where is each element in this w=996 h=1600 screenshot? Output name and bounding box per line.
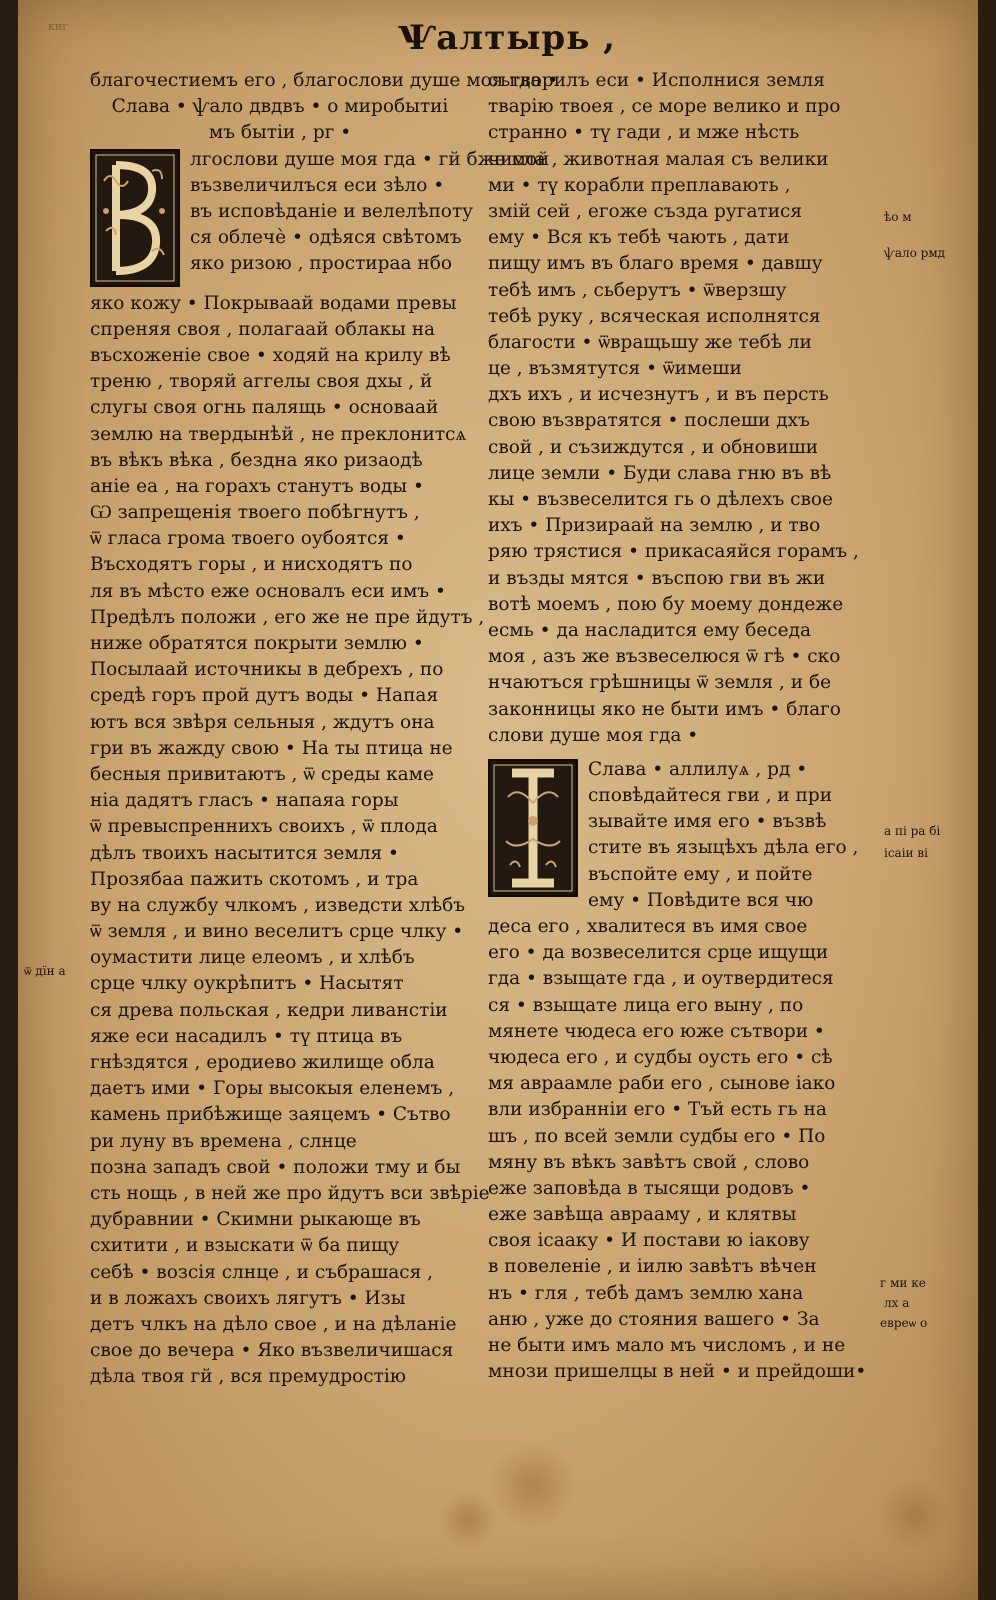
text-line: тебѣ руку , всяческая исполнятся	[488, 305, 821, 327]
text-line: възвеличилъся еси зѣло •	[190, 174, 445, 196]
text-line: въ вѣкъ вѣка , бездна яко ризаодѣ	[90, 449, 423, 471]
text-line: срце члку оукрѣпитъ • Насытят	[90, 973, 404, 995]
text-line: тебѣ имъ , сьберутъ • ѿверзшу	[488, 279, 787, 301]
text-line: пищу имъ въ благо время • давшу	[488, 253, 823, 275]
margin-note: ѿ дїн а	[24, 964, 66, 978]
text-line: въсхоженіе свое • ходяй на крилу вѣ	[90, 344, 451, 366]
text-line: аню , уже до стояния вашего • За	[488, 1308, 820, 1330]
text-line: въспойте ему , и пойте	[588, 863, 813, 885]
text-line: Въсходятъ горы , и нисходятъ по	[90, 554, 413, 576]
text-line: детъ члкъ на дѣло свое , и на дѣланіе	[90, 1313, 457, 1335]
text-line: дѣлъ твоихъ насытится земля •	[90, 842, 399, 864]
text-line: яже еси насадилъ • тү птица въ	[90, 1025, 403, 1047]
text-line: Прозябаа пажить скотомъ , и тра	[90, 868, 419, 890]
text-line: ряю трястися • прикасаяйся горамъ ,	[488, 541, 859, 563]
text-line: спреняя своя , полагаай облакы на	[90, 318, 436, 340]
text-line: ему • Вся къ тебѣ чають , дати	[488, 227, 790, 249]
text-line: мяну въ вѣкъ завѣтъ свой , слово	[488, 1151, 810, 1173]
ornamental-initial-i	[488, 759, 578, 897]
page-stain	[488, 1440, 578, 1530]
text-line: тварію твоея , се море велико и про	[488, 96, 841, 118]
text-line: сповѣдайтеся гви , и при	[588, 785, 833, 807]
text-line: еже заповѣда в тысящи родовъ •	[488, 1177, 811, 1199]
text-line: нъ • гля , тебѣ дамъ землю хана	[488, 1282, 804, 1304]
text-line: законницы яко не быти имъ • благо	[488, 698, 841, 720]
folio-number: кнг	[48, 20, 68, 33]
text-line: ихъ • Призираай на землю , и тво	[488, 515, 821, 537]
text-line: лице земли • Буди слава гню въ вѣ	[488, 462, 832, 484]
text-line: бесныя привитаютъ , ѿ среды каме	[90, 763, 434, 785]
left-column	[90, 68, 559, 1390]
right-column	[488, 68, 868, 1385]
text-line: странно • тү гади , и мже нѣсть	[488, 122, 800, 144]
psalm-heading: Слава • ѱало двдвъ • о миробытиі	[111, 96, 449, 118]
text-line: вотѣ моемъ , пою бу моему дондеже	[488, 593, 844, 615]
text-line: Ѡ запрещенія твоего побѣгнутъ ,	[90, 502, 420, 524]
text-line: его • да возвеселится срце ищущи	[488, 942, 829, 964]
text-line: оумастити лице елеомъ , и хлѣбъ	[90, 947, 415, 969]
margin-note: ісаіи ві	[884, 846, 928, 860]
text-line: це , възмятутся • ѿимеши	[488, 358, 742, 380]
page-stain	[878, 1480, 948, 1550]
text-line: гри въ жажду свою • На ты птица не	[90, 737, 453, 759]
margin-note: ѣо м	[884, 210, 912, 224]
margin-note: евреѡ о	[880, 1316, 928, 1330]
text-line: есмь • да насладится ему беседа	[488, 619, 812, 641]
text-line: ся облечѐ • одѣяся свѣтомъ	[190, 227, 462, 249]
text-line: треню , творяй аггелы своя дхы , й	[90, 371, 433, 393]
text-line: слови душе моя гда •	[488, 724, 699, 746]
manuscript-page	[18, 0, 978, 1600]
text-line: дѣла твоя гй , вся премудростію	[90, 1366, 406, 1388]
text-line: змій сей , егоже създа ругатися	[488, 200, 803, 222]
text-line: и в ложахъ своихъ лягутъ • Изы	[90, 1287, 406, 1309]
text-line: не быти имъ мало мъ числомъ , и не	[488, 1335, 846, 1356]
text-line: свой , и съзиждутся , и обновиши	[488, 436, 819, 458]
text-line: благочестиемъ его , благослови душе моя гда •	[90, 70, 559, 91]
text-line: ся древа польская , кедри ливанстіи	[90, 999, 448, 1021]
text-line: числа , животная малая съ велики	[488, 148, 829, 170]
psalm-heading: Слава • аллилуѧ , рд •	[588, 758, 808, 780]
margin-note: а пі ра бі	[884, 824, 941, 838]
text-line: дубравнии • Скимни рыкающе въ	[90, 1209, 421, 1231]
text-line: благости • ѿвращьшу же тебѣ ли	[488, 331, 812, 353]
text-line: и възды мятся • въспою гви въ жи	[488, 567, 826, 589]
text-line: ся • взыщате лица его выну , по	[488, 994, 804, 1016]
text-line: гда • взыщате гда , и оутвердитеся	[488, 968, 834, 990]
text-line: слугы своя огнь палящь • основаай	[90, 397, 439, 419]
text-line: схитити , и взыскати ѿ ба пищу	[90, 1235, 400, 1257]
ornamental-initial-b	[90, 149, 180, 287]
margin-note: лх а	[884, 1296, 910, 1310]
text-line: Предѣлъ положи , его же не пре йдутъ ,	[90, 606, 485, 628]
text-line: вли избранніи его • Тъй есть гь на	[488, 1099, 827, 1121]
text-line: въ исповѣданіе и велелѣпоту	[190, 200, 474, 222]
text-line: в повеленіе , и іилю завѣтъ вѣчен	[488, 1256, 817, 1278]
text-line: ѿ превыспреннихъ своихъ , ѿ плода	[90, 816, 438, 838]
text-line: аніе еа , на горахъ станутъ воды •	[90, 475, 424, 497]
text-line: ми • тү корабли преплавають ,	[488, 174, 791, 196]
margin-note: г ми ке	[880, 1276, 926, 1290]
text-line: средѣ горъ прой дутъ воды • Напая	[90, 685, 439, 707]
text-line: мнози пришелцы в ней • и прейдоши•	[488, 1361, 867, 1383]
text-line: ри луну въ времена , слнце	[90, 1130, 357, 1152]
text-line: кы • възвеселится гь о дѣлехъ свое	[488, 489, 833, 510]
text-line: деса его , хвалитеся въ имя свое	[488, 916, 808, 937]
text-line: ніа дадятъ гласъ • напаяа горы	[90, 790, 399, 812]
page-title: Ѱалтырь ,	[398, 18, 616, 58]
text-line: ниже обратятся покрыти землю •	[90, 633, 424, 654]
text-line: дхъ ихъ , и исчезнутъ , и въ персть	[488, 384, 829, 406]
text-line: гнѣздятся , еродиево жилище обла	[90, 1052, 435, 1073]
text-line: Посылаай источникы в дебрехъ , по	[90, 659, 444, 681]
page-stain	[438, 1490, 498, 1550]
text-line: свое до вечера • Яко възвеличишася	[90, 1340, 454, 1362]
text-line: шъ , по всей земли судбы его • По	[488, 1125, 826, 1147]
text-line: своя ісааку • И постави ю іакову	[488, 1230, 810, 1252]
text-line: даетъ ими • Горы высокыя еленемъ ,	[90, 1078, 455, 1100]
text-line: ву на службу члкомъ , изведсти хлѣбъ	[90, 894, 466, 916]
text-line: сътворилъ еси • Исполнися земля	[488, 70, 825, 91]
text-line: моя , азъ же възвеселюся ѿ гѣ • ско	[488, 646, 841, 668]
margin-note: ѱало рмд	[884, 246, 946, 260]
text-line: нчаютъся грѣшницы ѿ земля , и бе	[488, 672, 832, 694]
text-line: яко кожу • Покрываай водами превы	[90, 292, 457, 314]
text-line: ѿ земля , и вино веселитъ срце члку •	[90, 921, 464, 943]
text-line: стите въ языцѣхъ дѣла его ,	[588, 837, 859, 859]
text-line: зывайте имя его • възвѣ	[588, 811, 827, 833]
text-line: ѿ гласа грома твоего оубоятся •	[90, 528, 406, 550]
text-line: свою възвратятся • послеши дхъ	[488, 410, 810, 432]
text-line: ютъ вся звѣря сельныя , ждутъ она	[90, 711, 435, 733]
text-line: позна западъ свой • положи тму и бы	[90, 1156, 461, 1178]
psalm-heading: мъ бытіи , рг •	[208, 122, 352, 144]
text-line: мя авраамле раби его , сынове іако	[488, 1073, 836, 1095]
text-line: еже завѣща аврааму , и клятвы	[488, 1204, 797, 1226]
text-line: ему • Повѣдите вся чю	[588, 889, 814, 911]
text-line: яко ризою , простираа нбо	[190, 253, 453, 275]
text-line: мянете чюдеса его юже сътвори •	[488, 1020, 825, 1042]
text-line: себѣ • возсія слнце , и събрашася ,	[90, 1261, 434, 1283]
text-line: лгослови душе моя гда • гй бже мой	[190, 148, 550, 170]
text-line: чюдеса его , и судбы оусть его • сѣ	[488, 1046, 833, 1068]
text-line: ля въ мѣсто еже основалъ еси имъ •	[90, 580, 446, 602]
text-line: землю на твердынѣй , не преклонитсѧ	[90, 423, 467, 445]
text-line: камень прибѣжище заяцемъ • Сътво	[90, 1104, 451, 1126]
text-line: сть нощь , в ней же про йдутъ вси звѣріе	[90, 1182, 490, 1204]
